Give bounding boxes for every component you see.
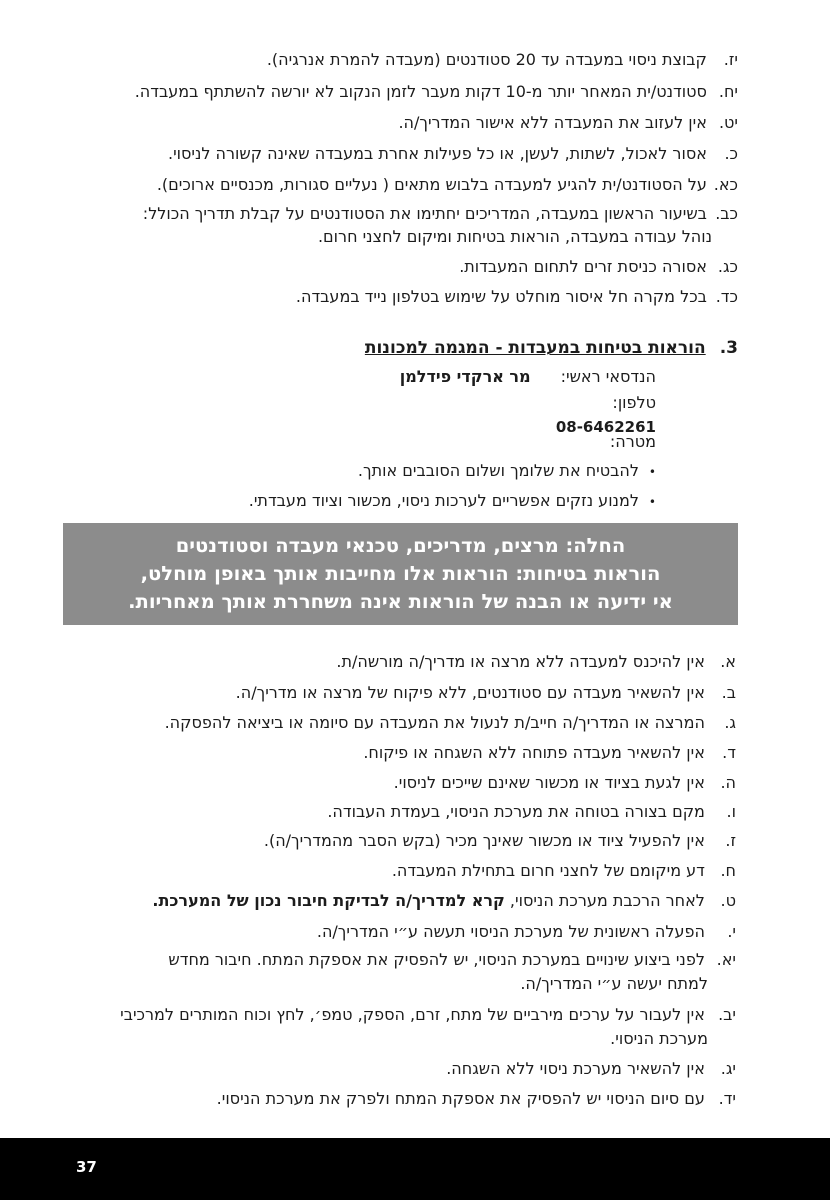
item-text: לאחר הרכבת מערכת הניסוי, bbox=[509, 891, 705, 910]
item-text: אין להיכנס למעבדה ללא מרצה או מדריך/ה מורשה/ת. bbox=[336, 652, 705, 671]
page-number: 37 bbox=[76, 1158, 97, 1176]
list-item bbox=[60, 255, 738, 279]
item-text: קבוצת ניסוי במעבדה עד 20 סטודנטים (מעבדה להמרת אנרגיה). bbox=[266, 50, 707, 69]
item-text: עם סיום הניסוי יש להפסיק את אספקת המתח ולפרק את מערכת הניסוי. bbox=[216, 1089, 705, 1108]
list-item bbox=[60, 202, 738, 226]
rule-item bbox=[60, 681, 736, 705]
item-number: יב. bbox=[718, 1005, 736, 1024]
rule-item bbox=[60, 1087, 736, 1111]
rule-item bbox=[60, 650, 736, 674]
rule-item bbox=[60, 889, 736, 913]
item-number: כד. bbox=[715, 287, 738, 306]
goal-text: להבטיח את שלומך ושלום הסובבים אותך. bbox=[357, 461, 639, 480]
rule-item bbox=[60, 741, 736, 765]
item-text: בשיעור הראשון במעבדה, המדריכים יחתימו את הסטודנטים על קבלת תדריך הכולל: bbox=[142, 204, 707, 223]
banner-line: החלה: מרצים, מדריכים, טכנאי מעבדה וסטודנטים bbox=[175, 534, 626, 557]
item-number: ב. bbox=[721, 683, 736, 702]
item-number: ד. bbox=[722, 743, 736, 762]
rule-item bbox=[60, 711, 736, 735]
purpose-label: מטרה: bbox=[609, 432, 656, 451]
item-text: אין להשאיר מעבדה פתוחה ללא השגחה או פיקוח. bbox=[363, 743, 705, 762]
item-number: ח. bbox=[720, 861, 736, 880]
rule-item bbox=[60, 1003, 736, 1027]
item-text: דע מיקומם של לחצני חרום בתחילת המעבדה. bbox=[391, 861, 705, 880]
item-text: אין לעזוב את המעבדה ללא אישור המדריך/ה. bbox=[398, 113, 707, 132]
item-text: לפני ביצוע שינויים במערכת הניסוי, יש להפסיק את אספקת המתח. חיבור מחדש bbox=[168, 950, 705, 969]
item-number: יג. bbox=[720, 1059, 736, 1078]
item-text: מקם בצורה בטוחה את מערכת הניסוי, בעמדת העבודה. bbox=[327, 802, 705, 821]
list-item bbox=[60, 142, 738, 166]
phone-label: טלפון: bbox=[612, 393, 656, 412]
item-text: למתח יעשה ע״י המדריך/ה. bbox=[520, 974, 708, 993]
item-number: יט. bbox=[718, 113, 738, 132]
item-text: על הסטודנט/ית להגיע למעבדה בלבוש מתאים ( נעליים סגורות, מכנסיים ארוכים). bbox=[156, 175, 707, 194]
list-item bbox=[60, 285, 738, 309]
goal-item bbox=[249, 491, 656, 510]
item-text: בכל מקרה חל איסור מוחלט על שימוש בטלפון נייד במעבדה. bbox=[295, 287, 707, 306]
item-text: אסור לאכול, לשתות, לעשן, או כל פעילות אחרת במעבדה שאינה קשורה לניסוי. bbox=[167, 144, 707, 163]
item-number: י. bbox=[727, 922, 736, 941]
engineer-label: הנדסאי ראשי: bbox=[560, 367, 656, 386]
item-text: אין להפעיל ציוד או מכשור שאינך מכיר (בקש הסבר מהמדריך/ה). bbox=[263, 831, 705, 850]
page-footer bbox=[0, 1138, 830, 1200]
item-number: ז. bbox=[725, 831, 736, 850]
item-number: כא. bbox=[713, 175, 738, 194]
banner-line: הוראות בטיחות: הוראות אלו מחייבות אותך באופן מוחלט, bbox=[140, 562, 661, 585]
engineer-row bbox=[400, 367, 656, 386]
list-item bbox=[60, 80, 738, 104]
item-number: כב. bbox=[715, 204, 738, 223]
rule-item bbox=[60, 920, 736, 944]
engineer-name: מר ארקדי פידלמן bbox=[399, 367, 531, 386]
list-item bbox=[60, 111, 738, 135]
item-text-bold: קרא למדריך/ה לבדיקת חיבור נכון של המערכת. bbox=[152, 891, 505, 910]
list-item bbox=[60, 48, 738, 72]
list-item-continuation bbox=[60, 225, 712, 249]
rule-item bbox=[60, 948, 736, 972]
item-text: נוהל עבודה במעבדה, הוראות בטיחות ומיקום לחצני חרום. bbox=[317, 227, 712, 246]
item-text: מערכת הניסוי. bbox=[610, 1029, 708, 1048]
phone-number: 08-6462261 bbox=[555, 418, 656, 436]
rule-item bbox=[60, 829, 736, 853]
item-number: ט. bbox=[720, 891, 736, 910]
bullet-icon: • bbox=[648, 495, 656, 509]
rule-item-continuation bbox=[60, 1027, 708, 1051]
notice-banner bbox=[63, 523, 738, 625]
item-text: אין לגעת בציוד או מכשור שאינם שייכים לניסוי. bbox=[393, 773, 705, 792]
item-number: יח. bbox=[718, 82, 738, 101]
item-number: ו. bbox=[726, 802, 736, 821]
banner-line: אי ידיעה או הבנה של הוראות אינה משחררת אותך מאחריות. bbox=[128, 590, 673, 613]
item-text: אין לעבור על ערכים מירביים של מתח, זרם, הספק, טמפ׳, לחץ וכוח המותרים למרכיבי bbox=[120, 1005, 705, 1024]
item-text: אין להשאיר מערכת ניסוי ללא השגחה. bbox=[446, 1059, 705, 1078]
rule-item bbox=[60, 771, 736, 795]
rule-item bbox=[60, 800, 736, 824]
rule-item-continuation bbox=[60, 972, 708, 996]
item-text: המרצה או המדריך/ה חייב/ת לנעול את המעבדה עם סיומה או ביציאה להפסקה. bbox=[164, 713, 705, 732]
bullet-icon: • bbox=[648, 465, 656, 479]
item-text: אסורה כניסת זרים לתחום המעבדות. bbox=[459, 257, 707, 276]
rule-item bbox=[60, 859, 736, 883]
item-text: הפעלה ראשונית של מערכת הניסוי תעשה ע״י המדריך/ה. bbox=[316, 922, 705, 941]
section-heading bbox=[365, 338, 738, 358]
item-number: ג. bbox=[724, 713, 736, 732]
section-title: הוראות בטיחות במעבדות - המגמה למכונות bbox=[364, 338, 706, 358]
item-number: יא. bbox=[716, 950, 736, 969]
item-text: אין להשאיר מעבדה עם סטודנטים, ללא פיקוח של מרצה או מדריך/ה. bbox=[235, 683, 705, 702]
goal-item bbox=[358, 461, 656, 480]
rule-item bbox=[60, 1057, 736, 1081]
item-number: יז. bbox=[723, 50, 738, 69]
item-number: א. bbox=[720, 652, 736, 671]
item-number: יד. bbox=[718, 1089, 736, 1108]
list-item bbox=[60, 173, 738, 197]
goal-text: למנוע נזקים אפשריים לערכות ניסוי, מכשור וציוד מעבדתי. bbox=[248, 491, 639, 510]
item-number: ה. bbox=[720, 773, 736, 792]
phone-row bbox=[612, 393, 656, 412]
item-text: סטודנט/ית המאחר יותר מ-10 דקות מעבר לזמן הנקוב לא יורשה להשתתף במעבדה. bbox=[134, 82, 707, 101]
item-number: כ. bbox=[724, 144, 738, 163]
section-number: 3. bbox=[719, 338, 738, 358]
item-number: כג. bbox=[717, 257, 738, 276]
